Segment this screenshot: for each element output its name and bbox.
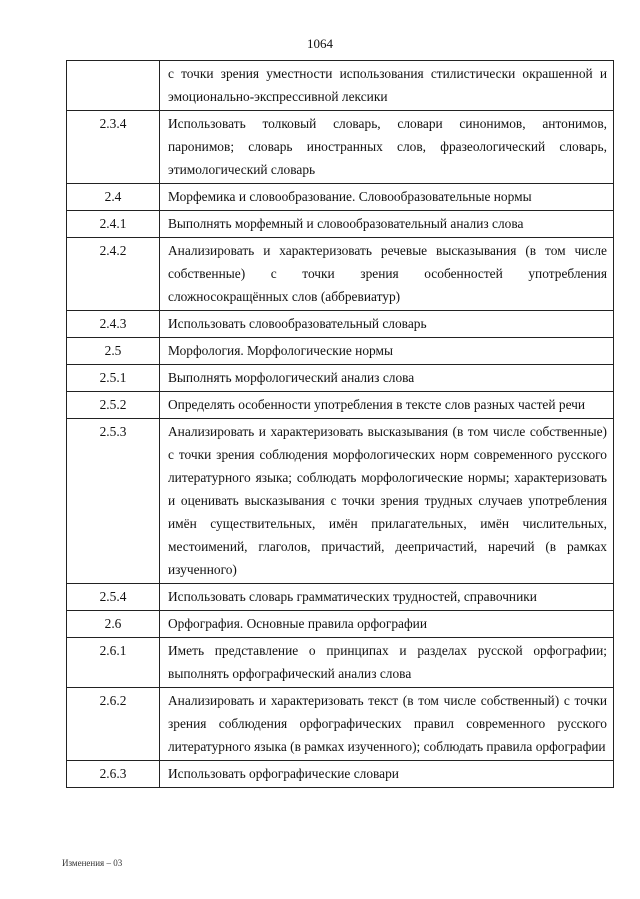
row-code: 2.5	[67, 338, 160, 365]
row-text: Определять особенности употребления в тексте слов разных частей речи	[160, 392, 614, 419]
row-text: Выполнять морфемный и словообразовательный анализ слова	[160, 211, 614, 238]
table-row	[67, 419, 614, 584]
row-text: Анализировать и характеризовать высказывания (в том числе собственные) с точки зрения соблюдения морфологических норм современного русского литературного языка; соблюдать морфологические нормы; характеризовать и оценивать высказывания с точки зрения трудных случаев употребления имён существительных, имён прилагательных, имён числительных, местоимений, глаголов, причастий, деепричастий, наречий (в рамках изученного)	[160, 419, 614, 584]
row-code: 2.4.1	[67, 211, 160, 238]
row-text: Выполнять морфологический анализ слова	[160, 365, 614, 392]
row-code: 2.5.3	[67, 419, 160, 584]
row-code: 2.5.2	[67, 392, 160, 419]
row-code: 2.6	[67, 611, 160, 638]
row-code: 2.6.3	[67, 761, 160, 788]
table-row	[67, 238, 614, 311]
table-row	[67, 311, 614, 338]
page-number: 1064	[307, 36, 333, 51]
row-text: Морфемика и словообразование. Словообразовательные нормы	[160, 184, 614, 211]
row-code: 2.4.2	[67, 238, 160, 311]
table-row	[67, 111, 614, 184]
table-row	[67, 584, 614, 611]
row-code	[67, 61, 160, 111]
row-code: 2.5.1	[67, 365, 160, 392]
row-text: Использовать словарь грамматических трудностей, справочники	[160, 584, 614, 611]
row-text: Морфология. Морфологические нормы	[160, 338, 614, 365]
footer-revision: Изменения – 03	[62, 858, 123, 868]
row-code: 2.4	[67, 184, 160, 211]
table-row	[67, 184, 614, 211]
row-text: Использовать орфографические словари	[160, 761, 614, 788]
row-code: 2.6.1	[67, 638, 160, 688]
row-code: 2.5.4	[67, 584, 160, 611]
table-body	[67, 61, 614, 788]
row-code: 2.6.2	[67, 688, 160, 761]
row-code: 2.4.3	[67, 311, 160, 338]
row-text: Анализировать и характеризовать текст (в том числе собственный) с точки зрения соблюдения орфографических правил современного русского литературного языка (в рамках изученного); соблюдать правила орфографии	[160, 688, 614, 761]
row-code: 2.3.4	[67, 111, 160, 184]
row-text: Использовать толковый словарь, словари синонимов, антонимов, паронимов; словарь иностранных слов, фразеологический словарь, этимологический словарь	[160, 111, 614, 184]
table-row	[67, 611, 614, 638]
row-text: Иметь представление о принципах и разделах русской орфографии; выполнять орфографический анализ слова	[160, 638, 614, 688]
requirements-table	[66, 60, 614, 788]
table-row	[67, 638, 614, 688]
table-row	[67, 338, 614, 365]
table-row	[67, 365, 614, 392]
table-row	[67, 688, 614, 761]
table-row	[67, 761, 614, 788]
row-text: Орфография. Основные правила орфографии	[160, 611, 614, 638]
row-text: Анализировать и характеризовать речевые высказывания (в том числе собственные) с точки зрения особенностей употребления сложносокращённых слов (аббревиатур)	[160, 238, 614, 311]
table-row	[67, 61, 614, 111]
table-row	[67, 211, 614, 238]
table-row	[67, 392, 614, 419]
row-text: с точки зрения уместности использования стилистически окрашенной и эмоционально-экспрессивной лексики	[160, 61, 614, 111]
row-text: Использовать словообразовательный словарь	[160, 311, 614, 338]
